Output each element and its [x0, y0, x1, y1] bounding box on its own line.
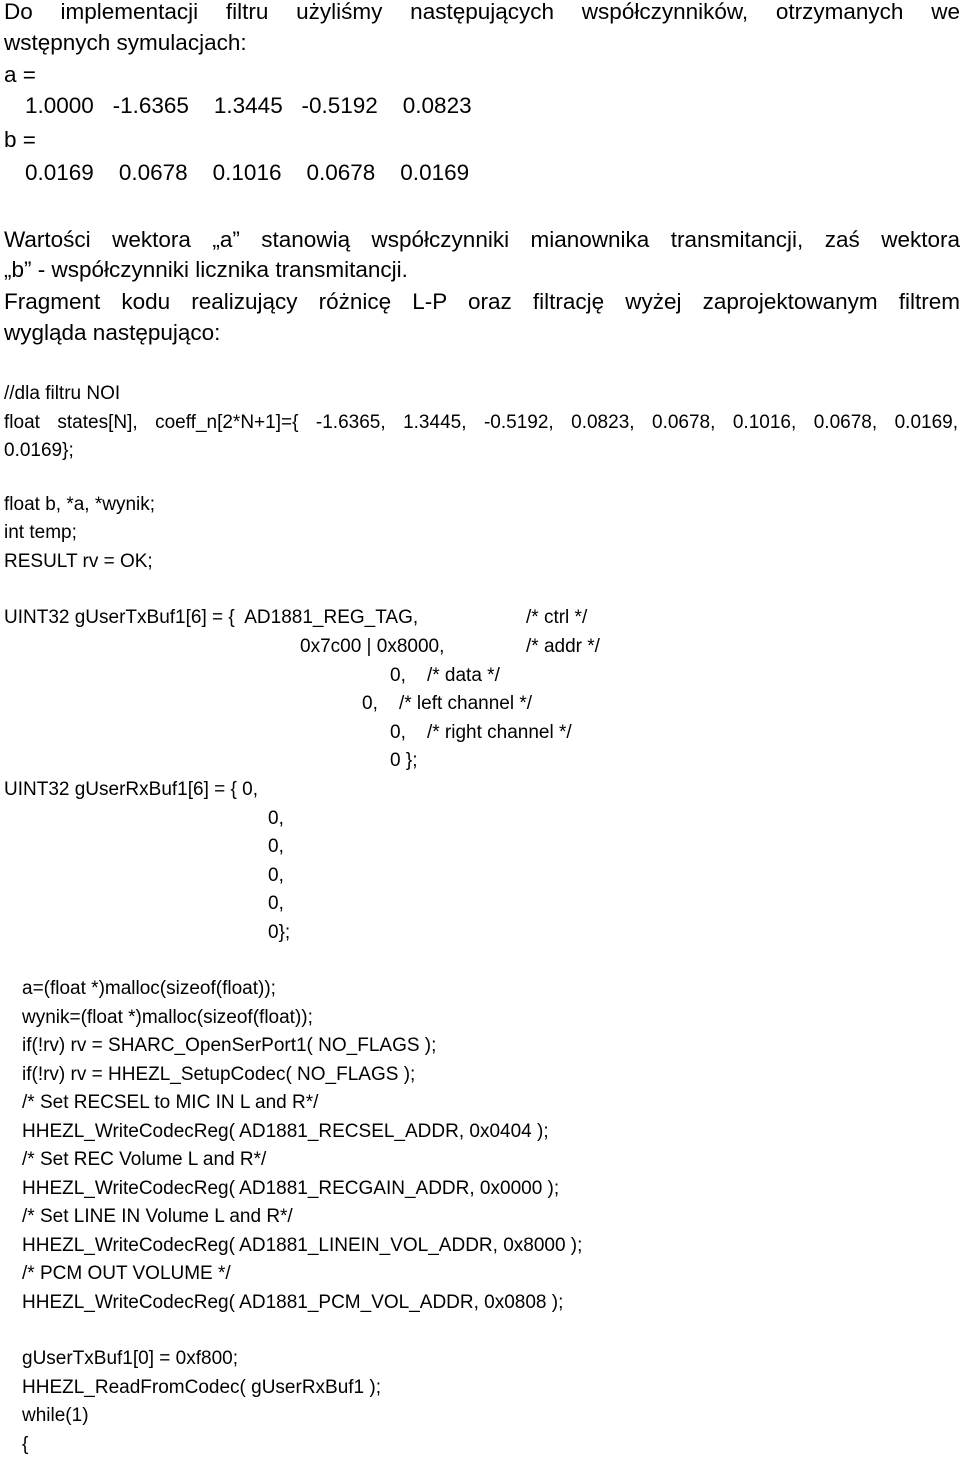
code-tx-line-6: 0 };	[390, 747, 417, 776]
code-tx-line-2-comment: /* addr */	[526, 633, 600, 662]
explanation-line-2: „b” - współczynniki licznika transmitancji.	[4, 254, 960, 285]
code-line: {	[22, 1431, 381, 1459]
code-body	[22, 975, 582, 1317]
code-states-line-2: 0.0169};	[4, 437, 74, 466]
code-tx-line-5: 0, /* right channel */	[390, 719, 572, 748]
code-rx-line-2: 0,	[268, 805, 284, 834]
code-line: /* Set REC Volume L and R*/	[22, 1146, 582, 1175]
code-rx-line-4: 0,	[268, 862, 284, 891]
code-tx-line-2: 0x7c00 | 0x8000,	[300, 633, 444, 662]
code-line: wynik=(float *)malloc(sizeof(float));	[22, 1004, 582, 1033]
code-tail	[22, 1345, 381, 1459]
code-line: /* Set RECSEL to MIC IN L and R*/	[22, 1089, 582, 1118]
explanation-line-4: wygląda następująco:	[4, 317, 960, 348]
code-line: HHEZL_ReadFromCodec( gUserRxBuf1 );	[22, 1374, 381, 1403]
code-line: a=(float *)malloc(sizeof(float));	[22, 975, 582, 1004]
code-rx-line-3: 0,	[268, 833, 284, 862]
code-rx-line-5: 0,	[268, 890, 284, 919]
code-line: HHEZL_WriteCodecReg( AD1881_RECSEL_ADDR, 0x0404 );	[22, 1118, 582, 1147]
code-line: HHEZL_WriteCodecReg( AD1881_RECGAIN_ADDR, 0x0000 );	[22, 1175, 582, 1204]
code-tx-line-3: 0, /* data */	[390, 662, 500, 691]
vector-b-label: b =	[4, 124, 960, 155]
code-decl-1: float b, *a, *wynik;	[4, 491, 155, 520]
code-decl-3: RESULT rv = OK;	[4, 548, 153, 577]
vector-a-label: a =	[4, 59, 960, 90]
explanation-line-3: Fragment kodu realizujący różnicę L-P oraz filtrację wyżej zaprojektowanym filtrem	[4, 286, 960, 317]
code-line: while(1)	[22, 1402, 381, 1431]
code-comment-noi: //dla filtru NOI	[4, 380, 120, 409]
code-line: HHEZL_WriteCodecReg( AD1881_LINEIN_VOL_ADDR, 0x8000 );	[22, 1232, 582, 1261]
code-line: HHEZL_WriteCodecReg( AD1881_PCM_VOL_ADDR, 0x0808 );	[22, 1289, 582, 1318]
code-line: gUserTxBuf1[0] = 0xf800;	[22, 1345, 381, 1374]
code-decl-2: int temp;	[4, 519, 77, 548]
code-line: if(!rv) rv = SHARC_OpenSerPort1( NO_FLAGS );	[22, 1032, 582, 1061]
code-tx-head-comment: /* ctrl */	[526, 604, 587, 633]
vector-a-values: 1.0000 -1.6365 1.3445 -0.5192 0.0823	[0, 90, 956, 121]
code-line: if(!rv) rv = HHEZL_SetupCodec( NO_FLAGS );	[22, 1061, 582, 1090]
code-line: /* Set LINE IN Volume L and R*/	[22, 1203, 582, 1232]
vector-b-values: 0.0169 0.0678 0.1016 0.0678 0.0169	[0, 157, 956, 188]
code-line: /* PCM OUT VOLUME */	[22, 1260, 582, 1289]
code-rx-line-6: 0};	[268, 919, 290, 948]
explanation-line-1: Wartości wektora „a” stanowią współczynniki mianownika transmitancji, zaś wektora	[4, 224, 960, 255]
intro-line-1: Do implementacji filtru użyliśmy następujących współczynników, otrzymanych we	[4, 0, 960, 27]
code-tx-line-4: 0, /* left channel */	[362, 690, 532, 719]
code-states-line-1: float states[N], coeff_n[2*N+1]={ -1.6365, 1.3445, -0.5192, 0.0823, 0.0678, 0.1016, 0.0678, 0.0169,	[4, 409, 958, 438]
code-rx-head: UINT32 gUserRxBuf1[6] = { 0,	[4, 776, 258, 805]
intro-line-2: wstępnych symulacjach:	[4, 27, 960, 58]
code-tx-head: UINT32 gUserTxBuf1[6] = { AD1881_REG_TAG,	[4, 604, 418, 633]
